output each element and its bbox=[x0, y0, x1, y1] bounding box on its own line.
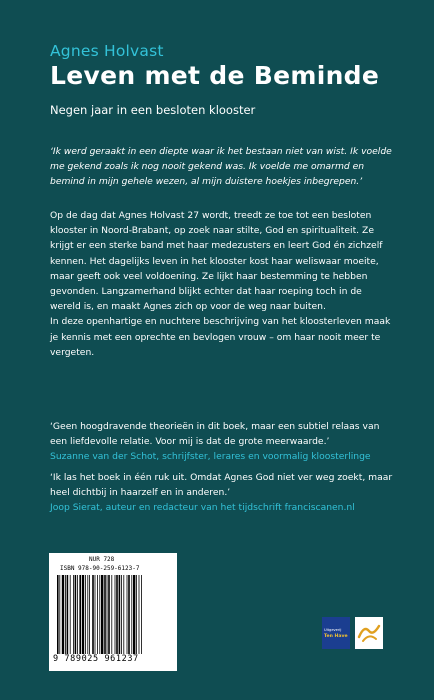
review-text: ‘Geen hoogdravende theorieën in dit boek, maar een subtiel relaas van een liefdevolle relatie. Voor mij is dat de grote meerwaarde.’ bbox=[50, 421, 380, 448]
review-source: Joop Sierat, auteur en redacteur van het tijdschrift franciscanen.nl bbox=[50, 502, 355, 514]
blurb-body bbox=[50, 208, 395, 360]
barcode-icon bbox=[55, 575, 171, 654]
author-name: Agnes Holvast bbox=[50, 42, 164, 60]
review-text: ‘Ik las het boek in één ruk uit. Omdat Agnes God niet ver weg zoekt, maar heel dichtbij in haarzelf en in anderen.’ bbox=[50, 472, 393, 499]
publisher-label: Uitgeverij bbox=[324, 628, 342, 632]
book-subtitle: Negen jaar in een besloten klooster bbox=[50, 103, 256, 117]
isbn-number: ISBN 978-90-259-6123-7 bbox=[60, 565, 140, 572]
imprint-logo-icon bbox=[355, 617, 383, 649]
book-title: Leven met de Beminde bbox=[50, 61, 380, 90]
intro-quote: ‘Ik werd geraakt in een diepte waar ik het bestaan niet van wist. Ik voelde me gekend zoals ik nog nooit gekend was. Ik voelde me omarmd en bemind in mijn gehele wezen, al mijn duistere hoekjes inbegrepen.’ bbox=[50, 146, 392, 188]
blurb-paragraph: In deze openhartige en nuchtere beschrijving van het kloosterleven maak je kennis met een oprechte en bevlogen vrouw – om haar nooit meer te vergeten. bbox=[50, 316, 391, 358]
review-quote bbox=[50, 470, 395, 516]
barcode-digits: 9 789025 961237 bbox=[53, 654, 139, 664]
nur-code: NUR 728 bbox=[89, 556, 115, 563]
publisher-logo bbox=[322, 617, 350, 649]
review-source: Suzanne van der Schot, schrijfster, lerares en voormalig kloosterlinge bbox=[50, 451, 371, 463]
review-quote bbox=[50, 419, 395, 465]
barcode-label bbox=[49, 553, 177, 671]
publisher-name: Ten Have bbox=[324, 634, 348, 639]
blurb-paragraph: Op de dag dat Agnes Holvast 27 wordt, treedt ze toe tot een besloten klooster in Noord-Brabant, op zoek naar stilte, God en spiritualiteit. Ze krijgt er een sterke band met haar medezusters en leert God én zichzelf kennen. Het dagelijks leven in het klooster kost haar weliswaar moeite, maar geeft ook veel voldoening. Ze lijkt haar bestemming te hebben gevonden. Langzamerhand blijkt echter dat haar roeping toch in de wereld is, en maakt Agnes zich op voor de weg naar buiten. bbox=[50, 210, 383, 313]
